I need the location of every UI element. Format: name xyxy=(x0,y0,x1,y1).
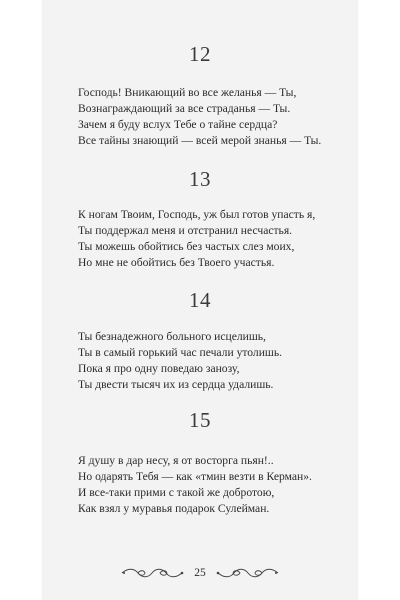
poem-14-line-3: Пока я про одну поведаю занозу, xyxy=(78,362,240,375)
poem-13-line-2: Ты поддержал меня и отстранил несчастья. xyxy=(78,224,293,237)
book-page xyxy=(42,0,358,600)
poem-number-13: 13 xyxy=(189,167,211,191)
poem-number-14: 14 xyxy=(189,288,211,312)
flourish-ornament-right-icon xyxy=(214,566,280,580)
poem-15-line-2: Но одарять Тебя — как «тмин везти в Керман». xyxy=(78,470,312,483)
poem-15-line-4: Как взял у муравья подарок Сулейман. xyxy=(78,502,270,515)
poem-15-line-3: И все-таки прими с такой же добротою, xyxy=(78,486,275,499)
poem-12-line-2: Вознаграждающий за все страданья — Ты. xyxy=(78,102,291,115)
poem-12-line-1: Господь! Вникающий во все желанья — Ты, xyxy=(78,86,297,99)
poem-14-line-2: Ты в самый горький час печали утолишь. xyxy=(78,346,283,359)
poem-number-12: 12 xyxy=(189,42,211,66)
poem-12-line-4: Все тайны знающий — всей мерой знанья — Ты. xyxy=(78,134,322,147)
poem-15-stanza xyxy=(78,453,354,517)
page-footer xyxy=(42,562,358,584)
poem-15-line-1: Я душу в дар несу, я от восторга пьян!.. xyxy=(78,454,274,467)
poem-14-stanza xyxy=(78,329,354,393)
poem-13-line-3: Ты можешь обойтись без частых слез моих, xyxy=(78,240,295,253)
poem-13-line-4: Но мне не обойтись без Твоего участья. xyxy=(78,256,275,269)
poem-14-line-4: Ты двести тысяч их из сердца удалишь. xyxy=(78,378,274,391)
poem-14-line-1: Ты безнадежного больного исцелишь, xyxy=(78,330,266,343)
poem-12-line-3: Зачем я буду вслух Тебе о тайне сердца? xyxy=(78,118,278,131)
poem-number-15: 15 xyxy=(189,408,211,432)
poem-13-stanza xyxy=(78,207,354,271)
poem-12-stanza xyxy=(78,85,354,149)
page-number: 25 xyxy=(194,567,206,579)
poem-13-line-1: К ногам Твоим, Господь, уж был готов упасть я, xyxy=(78,208,316,221)
flourish-ornament-left-icon xyxy=(120,566,186,580)
